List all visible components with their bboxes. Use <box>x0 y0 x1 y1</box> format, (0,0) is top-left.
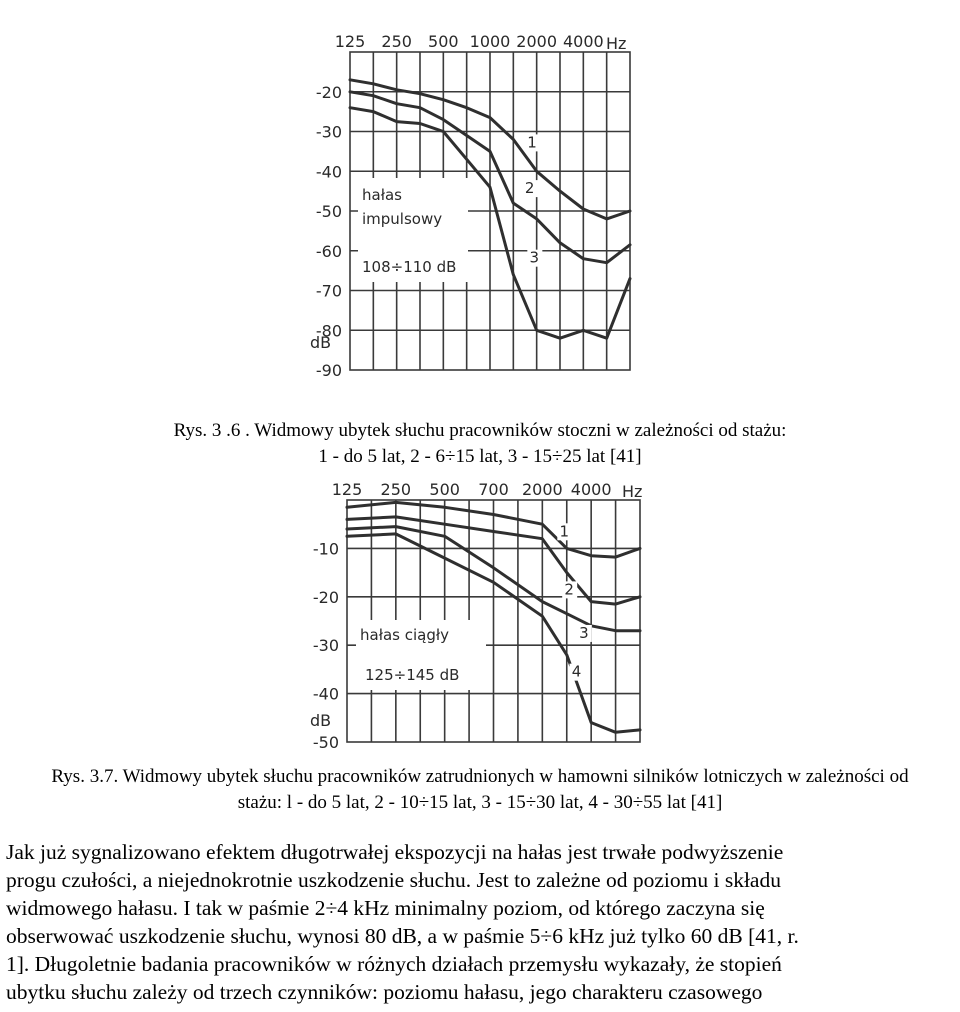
chart2-y-label: dB <box>310 711 332 730</box>
chart1-series-label: 1 <box>527 133 537 152</box>
figure2-caption-line2: stażu: l - do 5 lat, 2 - 10÷15 lat, 3 - 15÷30 lat, 4 - 30÷55 lat [41] <box>237 792 723 813</box>
chart1-x-tick-label: 500 <box>428 32 459 51</box>
chart1-x-tick-label: 1000 <box>469 32 511 51</box>
body-line: ubytku słuchu zależy od trzech czynników: poziomu hałasu, jego charakteru czasowego <box>6 980 763 1004</box>
chart1-series-label: 3 <box>529 248 540 267</box>
chart1-y-label: dB <box>310 333 332 352</box>
chart2-annotation-2: 125÷145 dB <box>365 666 460 684</box>
chart2-y-tick-label: -30 <box>312 636 339 656</box>
chart2-y-tick-label: -20 <box>312 587 339 607</box>
chart1-y-tick-label: -30 <box>315 122 342 142</box>
figure2-caption-line1: Rys. 3.7. Widmowy ubytek słuchu pracowników zatrudnionych w hamowni silników lotniczych w zależności od <box>51 766 909 787</box>
body-line: Jak już sygnalizowano efektem długotrwałej ekspozycji na hałas jest trwałe podwyższenie <box>6 840 784 864</box>
chart2-y-tick-label: -10 <box>312 539 339 559</box>
chart1-x-ticks <box>335 32 604 51</box>
chart1-annotation-3: 108÷110 dB <box>362 258 457 276</box>
body-line: progu czułości, a niejednokrotnie uszkodzenie słuchu. Jest to zależne od poziomu i składu <box>6 868 781 892</box>
chart2-series-label: 2 <box>564 580 574 599</box>
chart1-series-labels <box>523 133 543 266</box>
chart2-series-label: 1 <box>559 522 570 541</box>
chart1-y-tick-label: -40 <box>315 162 342 182</box>
chart1-annotation-2: impulsowy <box>362 210 443 228</box>
chart1-x-tick-label: 250 <box>381 32 412 51</box>
chart2-x-tick-label: 250 <box>380 480 412 499</box>
chart2-x-tick-label: 2000 <box>521 480 563 499</box>
chart2-x-unit: Hz <box>622 482 643 501</box>
chart2-series-label: 3 <box>579 623 589 642</box>
chart1-x-tick-label: 2000 <box>516 32 558 51</box>
chart2-x-ticks <box>332 480 612 499</box>
chart1-y-tick-label: -50 <box>315 202 342 221</box>
figure2-caption <box>0 764 960 816</box>
chart2-x-tick-label: 125 <box>331 480 363 499</box>
body-line: obserwować uszkodzenie słuchu, wynosi 80 dB, a w paśmie 5÷6 kHz już tylko 60 dB [41, r. <box>6 924 799 948</box>
chart1-x-unit: Hz <box>606 34 627 53</box>
chart2-x-tick-label: 4000 <box>570 480 612 499</box>
body-line: widmowego hałasu. I tak w paśmie 2÷4 kHz minimalny poziom, od którego zaczyna się <box>6 896 765 920</box>
chart1-y-tick-label: -70 <box>315 281 342 301</box>
chart1-y-tick-label: -80 <box>315 321 342 341</box>
chart1-y-tick-label: -60 <box>315 241 342 261</box>
chart2-x-tick-label: 500 <box>429 480 460 499</box>
figure1-caption <box>0 418 960 470</box>
chart2-y-tick-label: -40 <box>312 684 339 704</box>
chart2-series-label: 4 <box>571 662 582 681</box>
chart2-x-tick-label: 700 <box>478 480 509 499</box>
chart2-annotation-1: hałas ciągły <box>360 626 450 644</box>
chart1-x-tick-label: 4000 <box>562 32 604 51</box>
chart1-x-tick-label: 125 <box>334 32 366 51</box>
chart-impulse-noise <box>0 0 960 400</box>
chart1-series-label: 2 <box>524 179 535 198</box>
figure1-caption-line1: Rys. 3 .6 . Widmowy ubytek słuchu pracowników stoczni w zależności od stażu: <box>173 420 787 441</box>
chart1-y-tick-label: -90 <box>315 361 342 380</box>
chart1-y-tick-label: -20 <box>315 82 342 102</box>
chart-continuous-noise <box>0 470 960 770</box>
chart2-y-tick-label: -50 <box>312 733 339 752</box>
figure1-caption-line2: 1 - do 5 lat, 2 - 6÷15 lat, 3 - 15÷25 lat [41] <box>318 446 642 467</box>
body-line: 1]. Długoletnie badania pracowników w różnych działach przemysłu wykazały, że stopień <box>6 952 782 976</box>
body-paragraph <box>6 838 954 1006</box>
chart1-annotation-1: hałas <box>362 186 402 204</box>
